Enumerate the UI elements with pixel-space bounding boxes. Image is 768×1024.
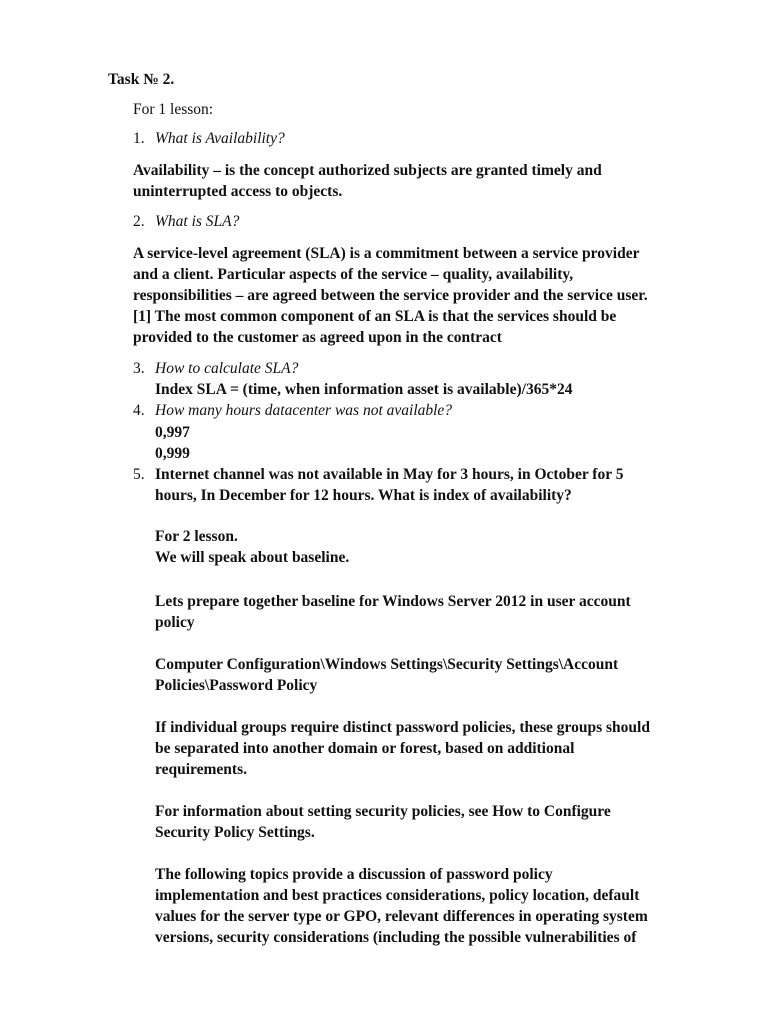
q3-text: How to calculate SLA? — [155, 360, 299, 377]
a2-line-2: and a client. Particular aspects of the service – quality, availability, — [133, 266, 574, 283]
q4-text: How many hours datacenter was not available? — [155, 402, 453, 419]
topics-line-3: values for the server type or GPO, relevant differences in operating system — [155, 908, 648, 925]
lesson2-heading: For 2 lesson. — [155, 528, 238, 545]
q5-line-2: hours, In December for 12 hours. What is index of availability? — [155, 487, 572, 504]
info-line-1: For information about setting security policies, see How to Configure — [155, 803, 611, 820]
path-line-1: Computer Configuration\Windows Settings\Security Settings\Account — [155, 656, 619, 673]
a2-line-5: provided to the customer as agreed upon in the contract — [133, 329, 502, 346]
groups-line-2: be separated into another domain or forest, based on additional — [155, 740, 575, 757]
info-line-2: Security Policy Settings. — [155, 824, 315, 841]
lesson2-intro: We will speak about baseline. — [155, 549, 350, 566]
q3-number: 3. — [133, 360, 145, 377]
a3-formula: Index SLA = (time, when information asset is available)/365*24 — [155, 381, 573, 398]
q5-number: 5. — [133, 466, 145, 483]
path-line-2: Policies\Password Policy — [155, 677, 318, 694]
topics-line-1: The following topics provide a discussion of password policy — [155, 866, 553, 883]
baseline-line-2: policy — [155, 614, 195, 631]
a2-line-4: [1] The most common component of an SLA is that the services should be — [133, 308, 617, 325]
q2-number: 2. — [133, 213, 145, 230]
a2-line-1: A service-level agreement (SLA) is a commitment between a service provider — [133, 245, 640, 262]
a1-line-2: uninterrupted access to objects. — [133, 183, 343, 200]
a1-line-1: Availability – is the concept authorized subjects are granted timely and — [133, 162, 602, 179]
q5-line-1: Internet channel was not available in May for 3 hours, in October for 5 — [155, 466, 624, 483]
lesson1-heading: For 1 lesson: — [133, 101, 214, 118]
baseline-line-1: Lets prepare together baseline for Windows Server 2012 in user account — [155, 593, 631, 610]
topics-line-4: versions, security considerations (including the possible vulnerabilities of — [155, 929, 637, 946]
q4-number: 4. — [133, 402, 145, 419]
groups-line-1: If individual groups require distinct password policies, these groups should — [155, 719, 650, 736]
topics-line-2: implementation and best practices considerations, policy location, default — [155, 887, 640, 904]
a4-value-2: 0,999 — [155, 445, 190, 462]
groups-line-3: requirements. — [155, 761, 247, 778]
a4-value-1: 0,997 — [155, 424, 190, 441]
q2-text: What is SLA? — [155, 213, 240, 230]
q1-text: What is Availability? — [155, 130, 285, 147]
task-title: Task № 2. — [108, 71, 175, 88]
a2-line-3: responsibilities – are agreed between the service provider and the service user. — [133, 287, 648, 304]
q1-number: 1. — [133, 130, 145, 147]
